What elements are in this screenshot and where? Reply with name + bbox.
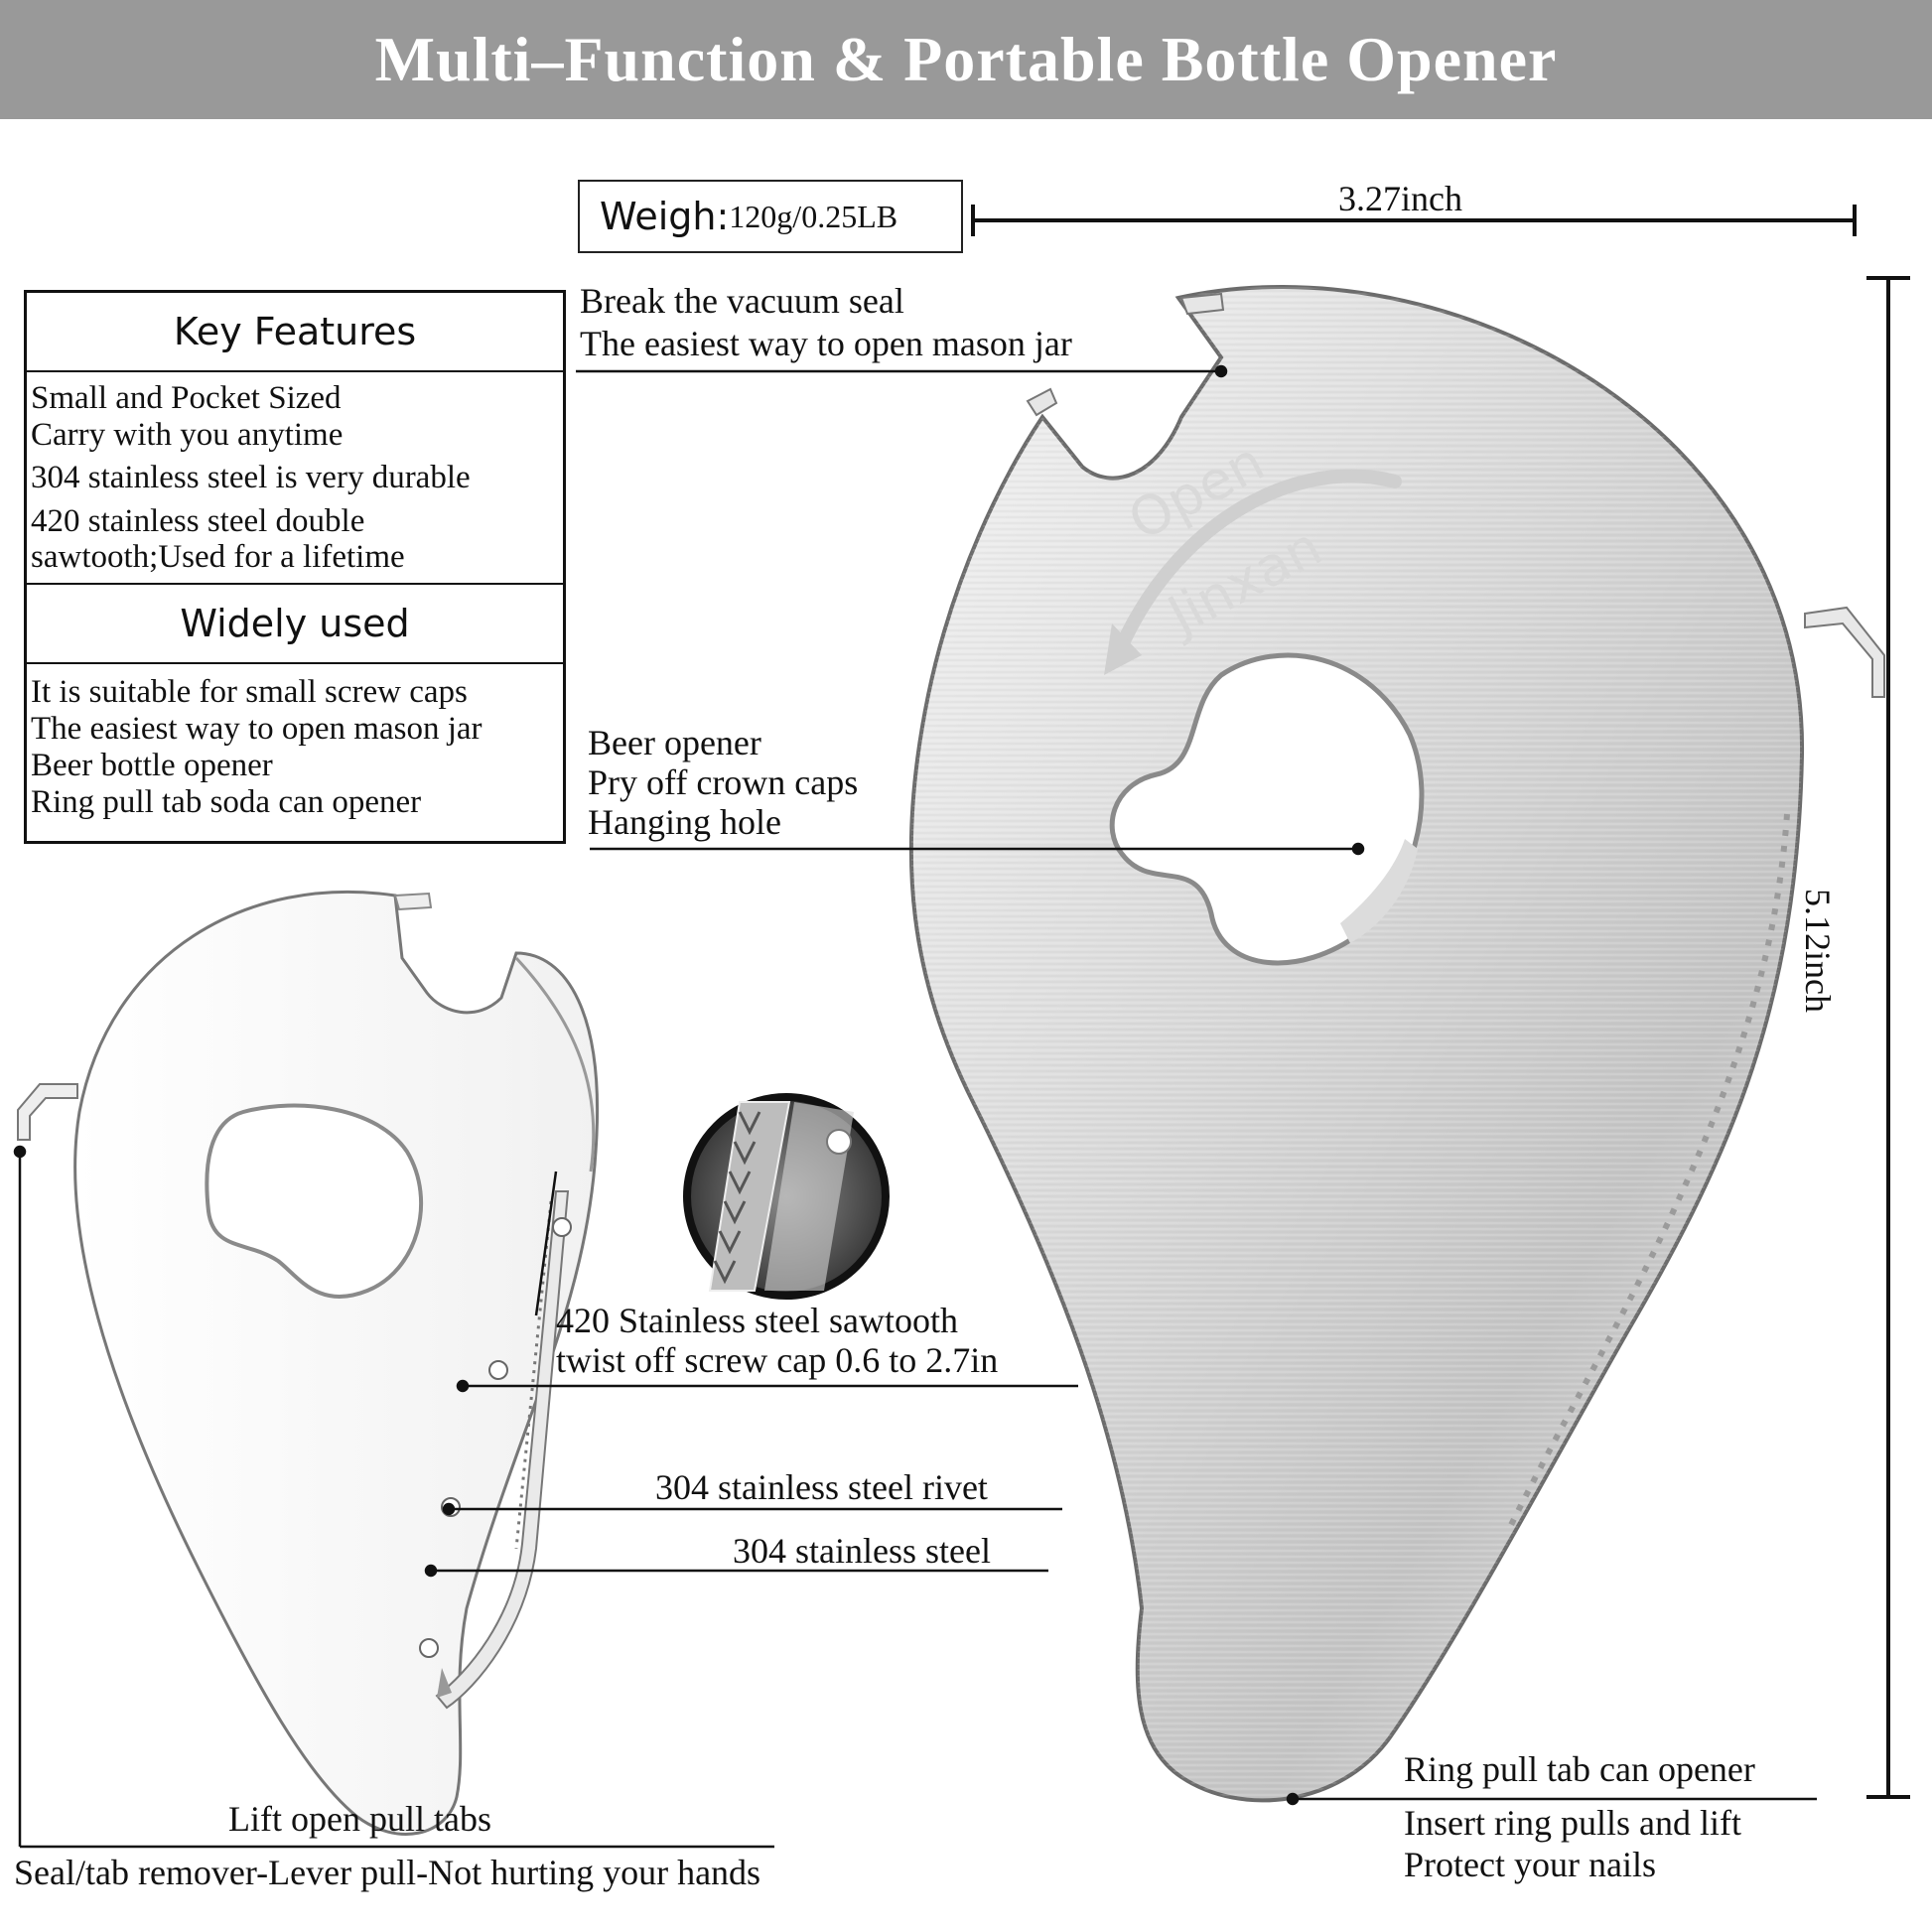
vacuum-callout-line2: The easiest way to open mason jar [580,324,1072,363]
sawtooth-callout-line2: twist off screw cap 0.6 to 2.7in [556,1340,999,1380]
weight-value: 120g/0.25LB [729,198,898,234]
large-opener-body [911,287,1884,1800]
features-table [24,290,566,844]
widely-used-heading: Widely used [27,585,563,664]
key-features-heading: Key Features [27,293,563,372]
sawtooth-detail-circle [687,1097,886,1296]
feature-line: 420 stainless steel double [31,503,365,539]
width-label: 3.27inch [1338,179,1462,218]
page-title: Multi–Function & Portable Bottle Opener [374,24,1558,94]
lift-callout: Lift open pull tabs [228,1799,491,1839]
ring-pull-callout-line3: Protect your nails [1404,1845,1656,1884]
weight-label: Weigh: [600,195,730,238]
beer-callout-line3: Hanging hole [588,802,781,842]
beer-callout-line2: Pry off crown caps [588,762,859,802]
steel-callout: 304 stainless steel [733,1531,991,1571]
seal-remover-callout: Seal/tab remover-Lever pull-Not hurting your hands [14,1853,761,1892]
vacuum-callout-line1: Break the vacuum seal [580,281,904,321]
height-label: 5.12inch [1798,889,1838,1013]
height-dimension [1866,278,1910,1797]
ring-pull-callout-line2: Insert ring pulls and lift [1404,1803,1741,1843]
feature-line: Carry with you anytime [31,417,344,453]
rivet-callout: 304 stainless steel rivet [655,1467,988,1507]
weight-box [578,180,963,253]
usage-line: Beer bottle opener [31,748,273,783]
usage-line: It is suitable for small screw caps [31,674,468,710]
engraving-brand: Jinxan [1158,514,1332,647]
feature-line: sawtooth;Used for a lifetime [31,539,405,575]
engraving-open: Open [1118,430,1275,553]
beer-callout-line1: Beer opener [588,723,761,762]
usage-line: The easiest way to open mason jar [31,711,483,747]
ring-pull-callout-line1: Ring pull tab can opener [1404,1749,1755,1789]
feature-line: 304 stainless steel is very durable [31,460,471,495]
feature-line: Small and Pocket Sized [31,380,342,416]
sawtooth-callout-line1: 420 Stainless steel sawtooth [556,1301,958,1340]
small-opener-body [18,892,598,1834]
usage-line: Ring pull tab soda can opener [31,784,422,820]
